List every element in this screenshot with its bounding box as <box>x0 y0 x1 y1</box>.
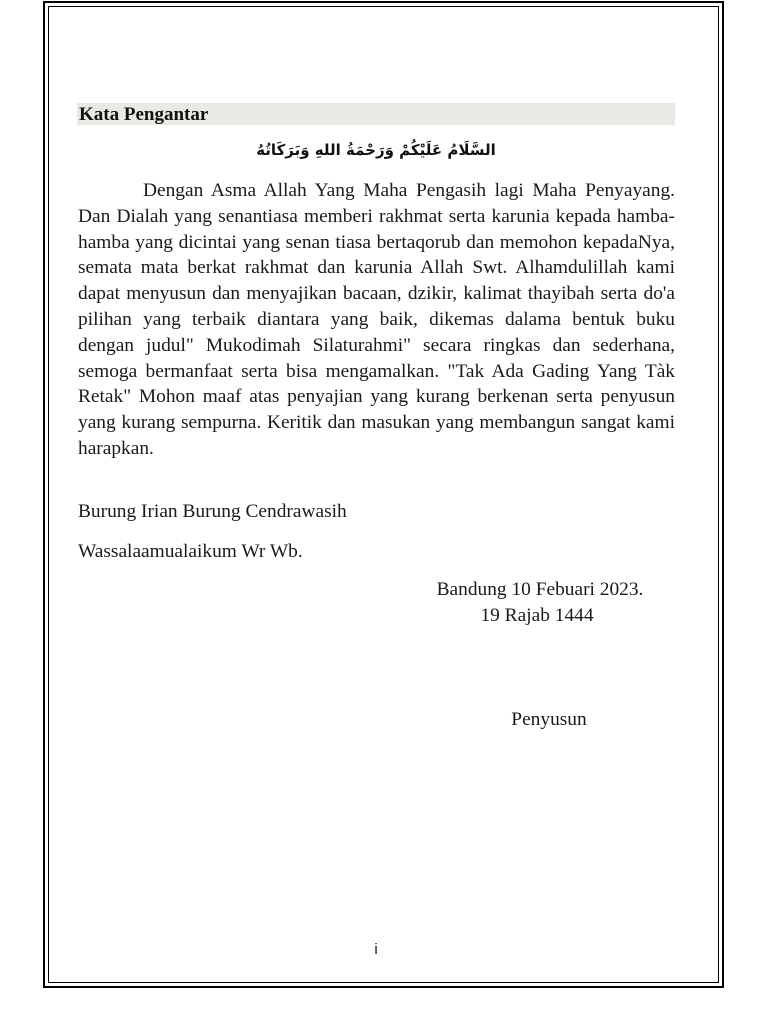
hijri-date: 19 Rajab 1444 <box>480 605 594 626</box>
author-signature: Penyusun <box>511 709 587 730</box>
section-heading: Kata Pengantar <box>77 103 675 125</box>
page-number: i <box>374 941 378 958</box>
body-paragraph: Dengan Asma Allah Yang Maha Pengasih lagi Maha Penyayang. Dan Dialah yang senantiasa memberi rakhmat serta karunia kepada hamba-hamba yang dicintai yang senan tiasa bertaqorub dan memohon kepadaNya, semata mata berkat rakhmat dan karunia Allah Swt. Alhamdulillah kami dapat menyusun dan menyajikan bacaan, dzikir, kalimat thayibah serta do'a pilihan yang terbaik diantara yang baik, dikemas dalama bentuk buku dengan judul" Mukodimah Silaturahmi" secara ringkas dan sederhana, semoga bermanfaat serta bisa mengamalkan. "Tak Ada Gading Yang Tàk Retak" Mohon maaf atas penyajian yang kurang berkenan serta penyusun yang kurang sempurna. Keritik dan masukan yang membangun sangat kami harapkan. <box>78 180 675 459</box>
arabic-greeting: السَّلَامُ عَلَيْكُمْ وَرَحْمَةُ اللهِ وَبَرَكَاتُهُ <box>256 141 496 159</box>
closing-greeting: Wassalaamualaikum Wr Wb. <box>78 541 303 562</box>
pantun-line: Burung Irian Burung Cendrawasih <box>78 501 347 522</box>
place-date: Bandung 10 Febuari 2023. <box>436 579 644 600</box>
